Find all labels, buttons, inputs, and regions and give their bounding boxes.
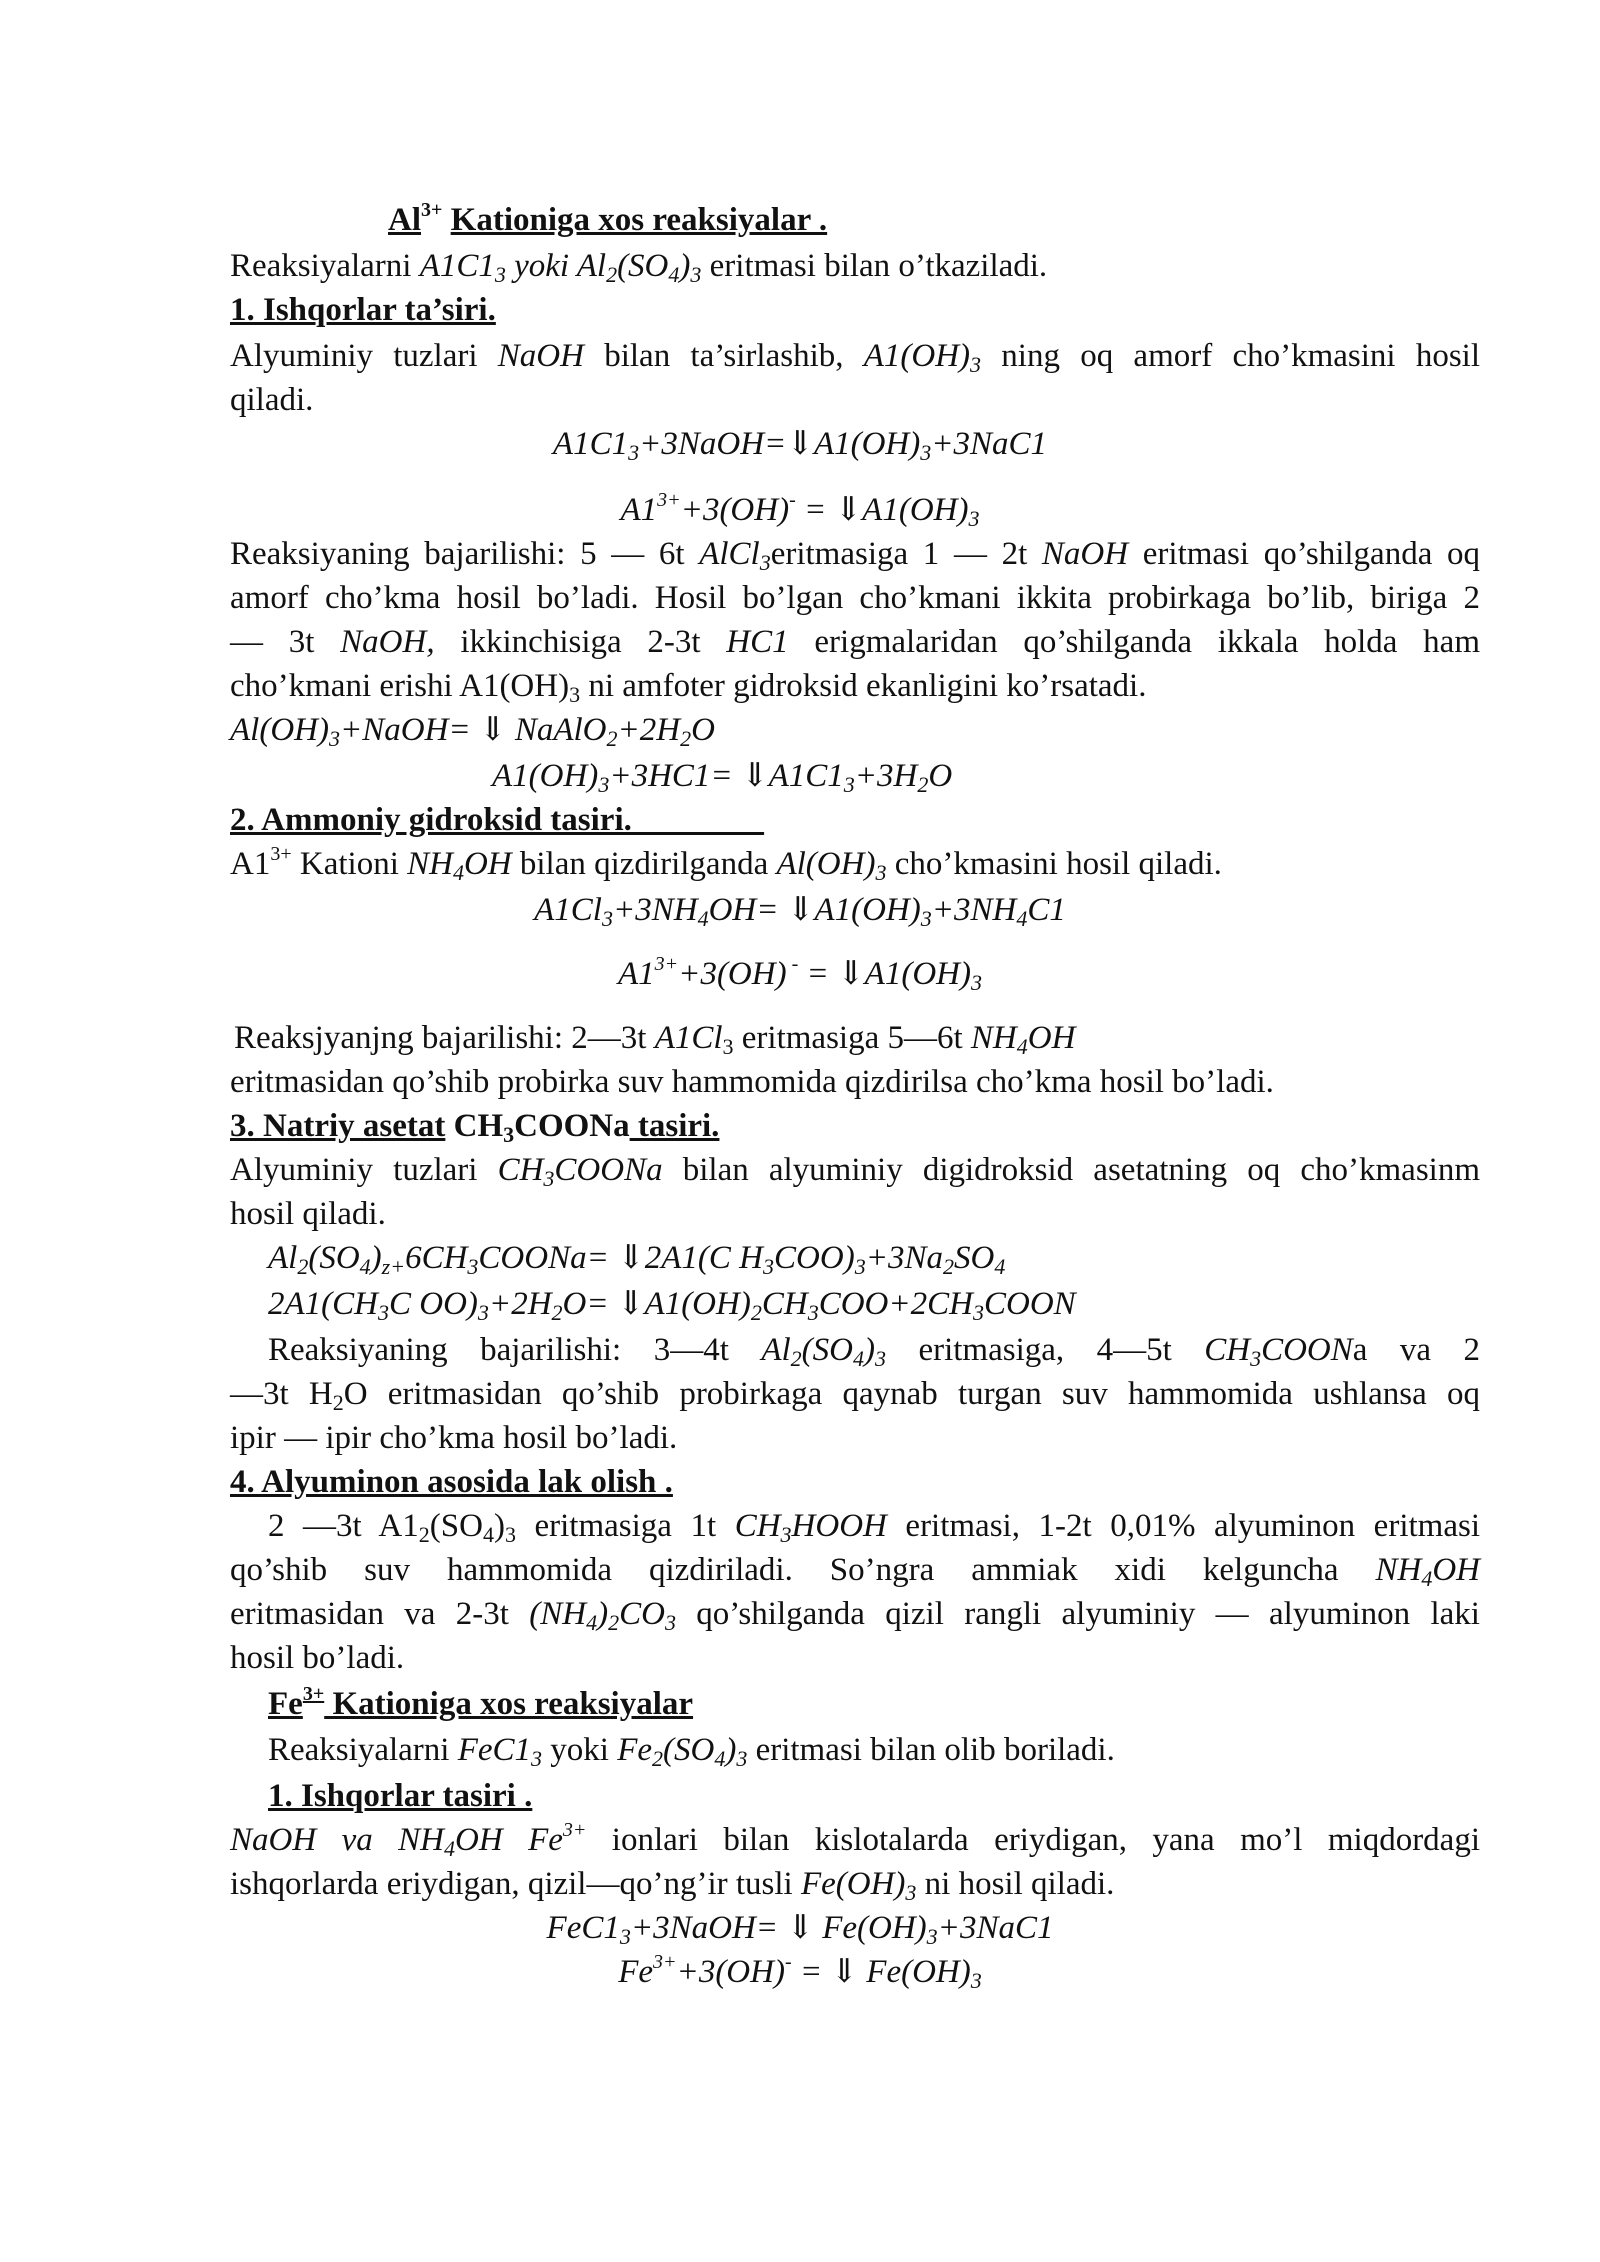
subscript: 3 (759, 550, 771, 575)
subscript: 2 (790, 1346, 802, 1371)
superscript: - (784, 1951, 792, 1973)
equation (230, 710, 715, 750)
subscript: 3 (968, 506, 980, 531)
text-run: NH (1375, 1552, 1422, 1588)
text-run: +3NaOH= ⇓ Fe(OH) (630, 1910, 927, 1946)
text-run: Al(OH) (776, 846, 876, 882)
subscript: 3 (807, 1300, 819, 1325)
text-run: ) (597, 1596, 609, 1632)
subscript: 3 (780, 1522, 792, 1547)
subheading-natriy-asetat (230, 1106, 719, 1146)
text-run: A1 (620, 492, 658, 528)
text-run: eritmasi bilan olib boriladi. (747, 1732, 1115, 1768)
text-run: A1C1 (552, 426, 629, 462)
text-run: Fe (618, 1954, 654, 1990)
text-run: ni amfoter gidroksid ekanligini ko’rsatadi. (580, 668, 1147, 704)
text-run: 2 —3t A1 (268, 1508, 419, 1544)
text-run: 6CH (405, 1240, 468, 1276)
subscript: 3 (619, 1924, 631, 1949)
text-run: Alyuminiy tuzlari (230, 338, 498, 374)
text-run: qo’shib suv hammomida qizdiriladi. So’ngra ammiak xidi kelguncha (230, 1552, 1376, 1588)
superscript: 3+ (302, 1683, 325, 1705)
text-run: Kationiga xos reaksiyalar . (450, 202, 828, 238)
text-run: qiladi. (230, 382, 314, 418)
text-run: ) (370, 1240, 382, 1276)
subscript: 3 (601, 906, 613, 931)
superscript: 3+ (653, 1951, 677, 1973)
text-run: bilan qizdirilganda (511, 846, 777, 882)
text-run: O eritmasidan qo’shib probirkaga qaynab turgan suv hammomida ushlansa oq (343, 1376, 1481, 1412)
text-run: = ⇓A1(OH) (798, 956, 971, 992)
subscript: 4 (444, 1836, 455, 1861)
text-run: eritmasidan qo’shib probirka suv hammomida qizdirilsa cho’kma hosil bo’ladi. (230, 1064, 1274, 1100)
subscript: 3 (328, 726, 340, 751)
text-run: COON (1261, 1332, 1353, 1368)
text-run: A1(OH) (492, 758, 599, 794)
text-run: COON (983, 1286, 1076, 1322)
text-run: (NH (529, 1596, 587, 1632)
text-run: a va 2 (1352, 1332, 1481, 1368)
subscript: 3 (531, 1746, 543, 1771)
text-run: cho’kmani erishi A1(OH) (230, 668, 570, 704)
subscript: 3 (920, 440, 932, 465)
subscript: 2 (680, 726, 692, 751)
text-run: A1 (618, 956, 655, 992)
text-run: A1Cl (534, 892, 602, 928)
subscript: 3 (543, 1166, 555, 1191)
text-run: Reaksjyanjng bajarilishi: 2—3t (234, 1020, 655, 1056)
equation (492, 756, 952, 796)
text-run: — 3t (230, 624, 341, 660)
subscript: 3 (970, 970, 982, 995)
text-run: COONa (554, 1152, 663, 1188)
text-run: +3Na (865, 1240, 943, 1276)
subscript: 3 (905, 1880, 917, 1905)
text-run: ikkinchisiga 2-3t (434, 624, 727, 660)
text-run: 1. Ishqorlar ta’siri. (230, 292, 496, 328)
paragraph-line (230, 622, 1480, 662)
text-run: Alyuminiy tuzlari (230, 1152, 498, 1188)
text-run: ipir — ipir cho’kma hosil bo’ladi. (230, 1420, 678, 1456)
text-run: eritmasiga 1t (515, 1508, 735, 1544)
text-run: hosil bo’ladi. (230, 1640, 405, 1676)
text-run: CH (1204, 1332, 1251, 1368)
subheading-alyuminon (230, 1462, 673, 1502)
paragraph-line (230, 1062, 1274, 1102)
paragraph-line (230, 1418, 677, 1458)
text-run: tasiri. (629, 1108, 720, 1144)
text-run: Kationi (291, 846, 408, 882)
paragraph-line (230, 336, 1480, 376)
paragraph-line (268, 1330, 1480, 1370)
text-run: eritmasi qo’shilganda oq (1128, 536, 1480, 572)
text-run: bilan alyuminiy digidroksid asetatning oq cho’kmasinm (662, 1152, 1481, 1188)
subscript: 3 (972, 1300, 984, 1325)
text-run: +3(OH) (680, 492, 790, 528)
subscript: 2 (606, 726, 618, 751)
paragraph-line (230, 1374, 1480, 1414)
text-run: CH (445, 1108, 504, 1144)
paragraph-line (230, 844, 1222, 884)
subscript: 3 (874, 1346, 886, 1371)
text-run: COO+2CH (818, 1286, 973, 1322)
text-run: COONa= ⇓2A1(C H (478, 1240, 764, 1276)
text-run: +2H (488, 1286, 552, 1322)
text-run: +3NaOH=⇓A1(OH) (639, 426, 921, 462)
subscript: 3 (628, 440, 640, 465)
text-run (442, 202, 450, 238)
subscript: 3 (598, 772, 610, 797)
subscript: 3 (763, 1254, 775, 1279)
subscript: 2 (942, 1254, 954, 1279)
paragraph-line (230, 1194, 386, 1234)
subscript: z+ (381, 1254, 406, 1279)
text-run: (SO (308, 1240, 360, 1276)
text-run: yoki (542, 1732, 618, 1768)
text-run: COO) (774, 1240, 855, 1276)
text-run: Al (761, 1332, 791, 1368)
subscript: 2 (608, 1610, 620, 1635)
text-run: NaOH va NH (230, 1822, 444, 1858)
text-run: Al(OH) (230, 712, 329, 748)
subscript: 4 (1016, 906, 1028, 931)
text-run: HOOH (791, 1508, 887, 1544)
text-run: = ⇓ Fe(OH) (791, 1954, 971, 1990)
text-run: (SO (429, 1508, 483, 1544)
subscript: 3 (664, 1610, 676, 1635)
superscript: 3+ (421, 199, 443, 221)
text-run: NaOH (497, 338, 584, 374)
subscript: 4 (852, 1346, 864, 1371)
paragraph-line (230, 1820, 1480, 1860)
text-run: qo’shilganda qizil rangli alyuminiy — alyuminon laki (675, 1596, 1480, 1632)
superscript: 3+ (270, 843, 292, 865)
subscript: 4 (714, 1746, 726, 1771)
text-run: COONa (514, 1108, 630, 1144)
subheading-ishqorlar (230, 290, 496, 330)
subscript: 2 (332, 1390, 344, 1415)
text-run: Fe (617, 1732, 652, 1768)
text-run: CH (761, 1286, 808, 1322)
equation (0, 890, 1600, 930)
equation (0, 424, 1600, 464)
paragraph-line (230, 1150, 1480, 1190)
subheading-fe-ishqorlar (268, 1776, 532, 1816)
text-run: cho’kmasini hosil qiladi. (886, 846, 1222, 882)
text-run: OH (463, 846, 512, 882)
subscript: 2 (551, 1300, 563, 1325)
text-run: A1Cl (654, 1020, 723, 1056)
subscript: 4 (994, 1254, 1006, 1279)
subscript: 3 (843, 772, 855, 797)
subscript: 3 (920, 906, 932, 931)
superscript: 3+ (657, 489, 681, 511)
paragraph-line (230, 1864, 1114, 1904)
text-run: FeC1 (546, 1910, 620, 1946)
text-run: 2A1(CH (268, 1286, 378, 1322)
paragraph-line (234, 1018, 1075, 1058)
paragraph-line (268, 1506, 1480, 1546)
subscript: 4 (586, 1610, 598, 1635)
subscript: 3 (503, 1122, 515, 1147)
text-run: yoki Al (505, 248, 607, 284)
text-run: C1 (1027, 892, 1066, 928)
text-run: ) (863, 1332, 875, 1368)
subscript: 4 (452, 860, 464, 885)
subscript: 4 (482, 1522, 494, 1547)
text-run: Al (388, 202, 421, 238)
text-run: CH (497, 1152, 544, 1188)
text-run: A1(OH) (863, 338, 971, 374)
text-run: ning oq amorf cho’kmasini hosil (981, 338, 1481, 374)
text-run: +3(OH) (678, 956, 787, 992)
text-run: eritmasi, 1-2t 0,01% alyuminon eritmasi (886, 1508, 1480, 1544)
text-run: erigmalaridan qo’shilganda ikkala holda ham (788, 624, 1480, 660)
subscript: 3 (722, 1034, 734, 1059)
equation (0, 1952, 1600, 1992)
text-run: OH (1432, 1552, 1480, 1588)
text-run: NH (970, 1020, 1017, 1056)
text-run: —3t H (230, 1376, 333, 1412)
text-run: C OO) (389, 1286, 478, 1322)
text-run: O (691, 712, 715, 748)
subscript: 3 (970, 1968, 982, 1993)
text-run: amorf cho’kma hosil bo’ladi. Hosil bo’lgan cho’kmani ikkita probirkaga bo’lib, biriga 2 (230, 580, 1480, 616)
text-run: FeC1 (457, 1732, 532, 1768)
subheading-ammoniy (230, 800, 764, 840)
subscript: 4 (1421, 1566, 1433, 1591)
subscript: 3 (1250, 1346, 1262, 1371)
fe-section-title (268, 1684, 693, 1724)
al-section-title (388, 200, 827, 240)
paragraph-line (230, 246, 1047, 286)
text-run: A1C1 (419, 248, 495, 284)
paragraph-line (230, 1638, 404, 1678)
subscript: 3 (569, 682, 581, 707)
text-run: eritmasi bilan o’tkaziladi. (701, 248, 1048, 284)
text-run: O= ⇓A1(OH) (562, 1286, 751, 1322)
subscript: 3 (477, 1300, 489, 1325)
text-run: +3HC1= ⇓A1C1 (609, 758, 844, 794)
subscript: 2 (418, 1522, 430, 1547)
subscript: 2 (750, 1300, 762, 1325)
text-run: eritmasiga 1 — 2t (770, 536, 1042, 572)
text-run: AlCl (699, 536, 760, 572)
subscript: 3 (494, 262, 506, 287)
text-run: hosil qiladi. (230, 1196, 386, 1232)
paragraph-line (230, 380, 313, 420)
text-run: OH (1027, 1020, 1076, 1056)
text-run: +3NaC1 (937, 1910, 1054, 1946)
paragraph-line (230, 534, 1480, 574)
text-run: (SO (617, 248, 669, 284)
text-run: 4. Alyuminon asosida lak olish . (230, 1464, 673, 1500)
text-run: Reaksiyalarni (230, 248, 420, 284)
text-run: 1. Ishqorlar tasiri . (268, 1778, 533, 1814)
text-run: Reaksiyaning bajarilishi: 3—4t (268, 1332, 762, 1368)
text-run: ishqorlarda eriydigan, qizil—qo’ng’ir tusli (230, 1866, 801, 1902)
subscript: 3 (736, 1746, 748, 1771)
subscript: 3 (690, 262, 702, 287)
equation (268, 1238, 1005, 1278)
text-run: 3. Natriy asetat (230, 1108, 446, 1144)
text-run: ni hosil qiladi. (916, 1866, 1115, 1902)
subscript: 4 (1016, 1034, 1028, 1059)
equation (268, 1284, 1076, 1324)
subscript: 4 (697, 906, 709, 931)
text-run: eritmasiga 5—6t (733, 1020, 971, 1056)
text-run: OH= ⇓A1(OH) (708, 892, 921, 928)
text-run: ) (679, 248, 691, 284)
text-run: +3(OH) (676, 1954, 785, 1990)
text-run: NaOH (1041, 536, 1129, 572)
subscript: 3 (504, 1522, 516, 1547)
text-run: +2H (617, 712, 681, 748)
text-run: +3NaC1 (931, 426, 1048, 462)
paragraph-line (268, 1730, 1115, 1770)
text-run: CO (619, 1596, 665, 1632)
text-run: O (928, 758, 953, 794)
paragraph-line (230, 1594, 1480, 1634)
superscript: - (786, 953, 799, 975)
superscript: 3+ (562, 1819, 587, 1841)
text-run: +NaOH= ⇓ NaAlO (339, 712, 607, 748)
text-run: CH (734, 1508, 781, 1544)
text-run: +3NH (931, 892, 1017, 928)
text-run: eritmasiga, 4—5t (885, 1332, 1205, 1368)
text-run: +3NH (612, 892, 698, 928)
text-run: SO (953, 1240, 995, 1276)
text-run: Reaksiyaning bajarilishi: 5 — 6t (230, 536, 700, 572)
subscript: 3 (854, 1254, 866, 1279)
text-run: eritmasidan va 2-3t (230, 1596, 530, 1632)
subscript: 4 (359, 1254, 371, 1279)
subscript: 3 (467, 1254, 479, 1279)
superscript: - (789, 489, 796, 511)
text-run: +3H (854, 758, 918, 794)
text-run: A1 (230, 846, 271, 882)
text-run: Fe (268, 1686, 303, 1722)
paragraph-line (230, 666, 1146, 706)
text-run: (SO (663, 1732, 715, 1768)
equation (0, 954, 1600, 994)
subscript: 3 (926, 1924, 938, 1949)
subscript: 2 (606, 262, 618, 287)
text-run: Kationiga xos reaksiyalar (324, 1686, 694, 1722)
text-run: = ⇓A1(OH) (795, 492, 969, 528)
text-run: ) (493, 1508, 505, 1544)
subscript: 2 (917, 772, 929, 797)
text-run: 2. Ammoniy gidroksid tasiri.________ (230, 802, 764, 838)
paragraph-line (230, 578, 1480, 618)
subscript: 3 (970, 352, 982, 377)
subscript: 3 (378, 1300, 389, 1325)
text-run: bilan ta’sirlashib, (583, 338, 864, 374)
text-run: NH (407, 846, 453, 882)
text-run: ) (725, 1732, 737, 1768)
subscript: 4 (668, 262, 680, 287)
text-run: ionlari bilan kislotalarda eriydigan, yana mo’l miqdordagi (586, 1822, 1480, 1858)
subscript: 3 (875, 860, 887, 885)
equation (0, 1908, 1600, 1948)
text-run: Al (268, 1240, 298, 1276)
text-run: (SO (801, 1332, 853, 1368)
paragraph-line (230, 1550, 1480, 1590)
equation (0, 490, 1600, 530)
text-run: Fe(OH) (800, 1866, 906, 1902)
subscript: 2 (297, 1254, 309, 1279)
text-run: NaOH, (340, 624, 435, 660)
subscript: 2 (652, 1746, 663, 1771)
text-run: HC1 (726, 624, 789, 660)
text-run: OH Fe (455, 1822, 563, 1858)
superscript: 3+ (654, 953, 679, 975)
text-run: Reaksiyalarni (268, 1732, 458, 1768)
